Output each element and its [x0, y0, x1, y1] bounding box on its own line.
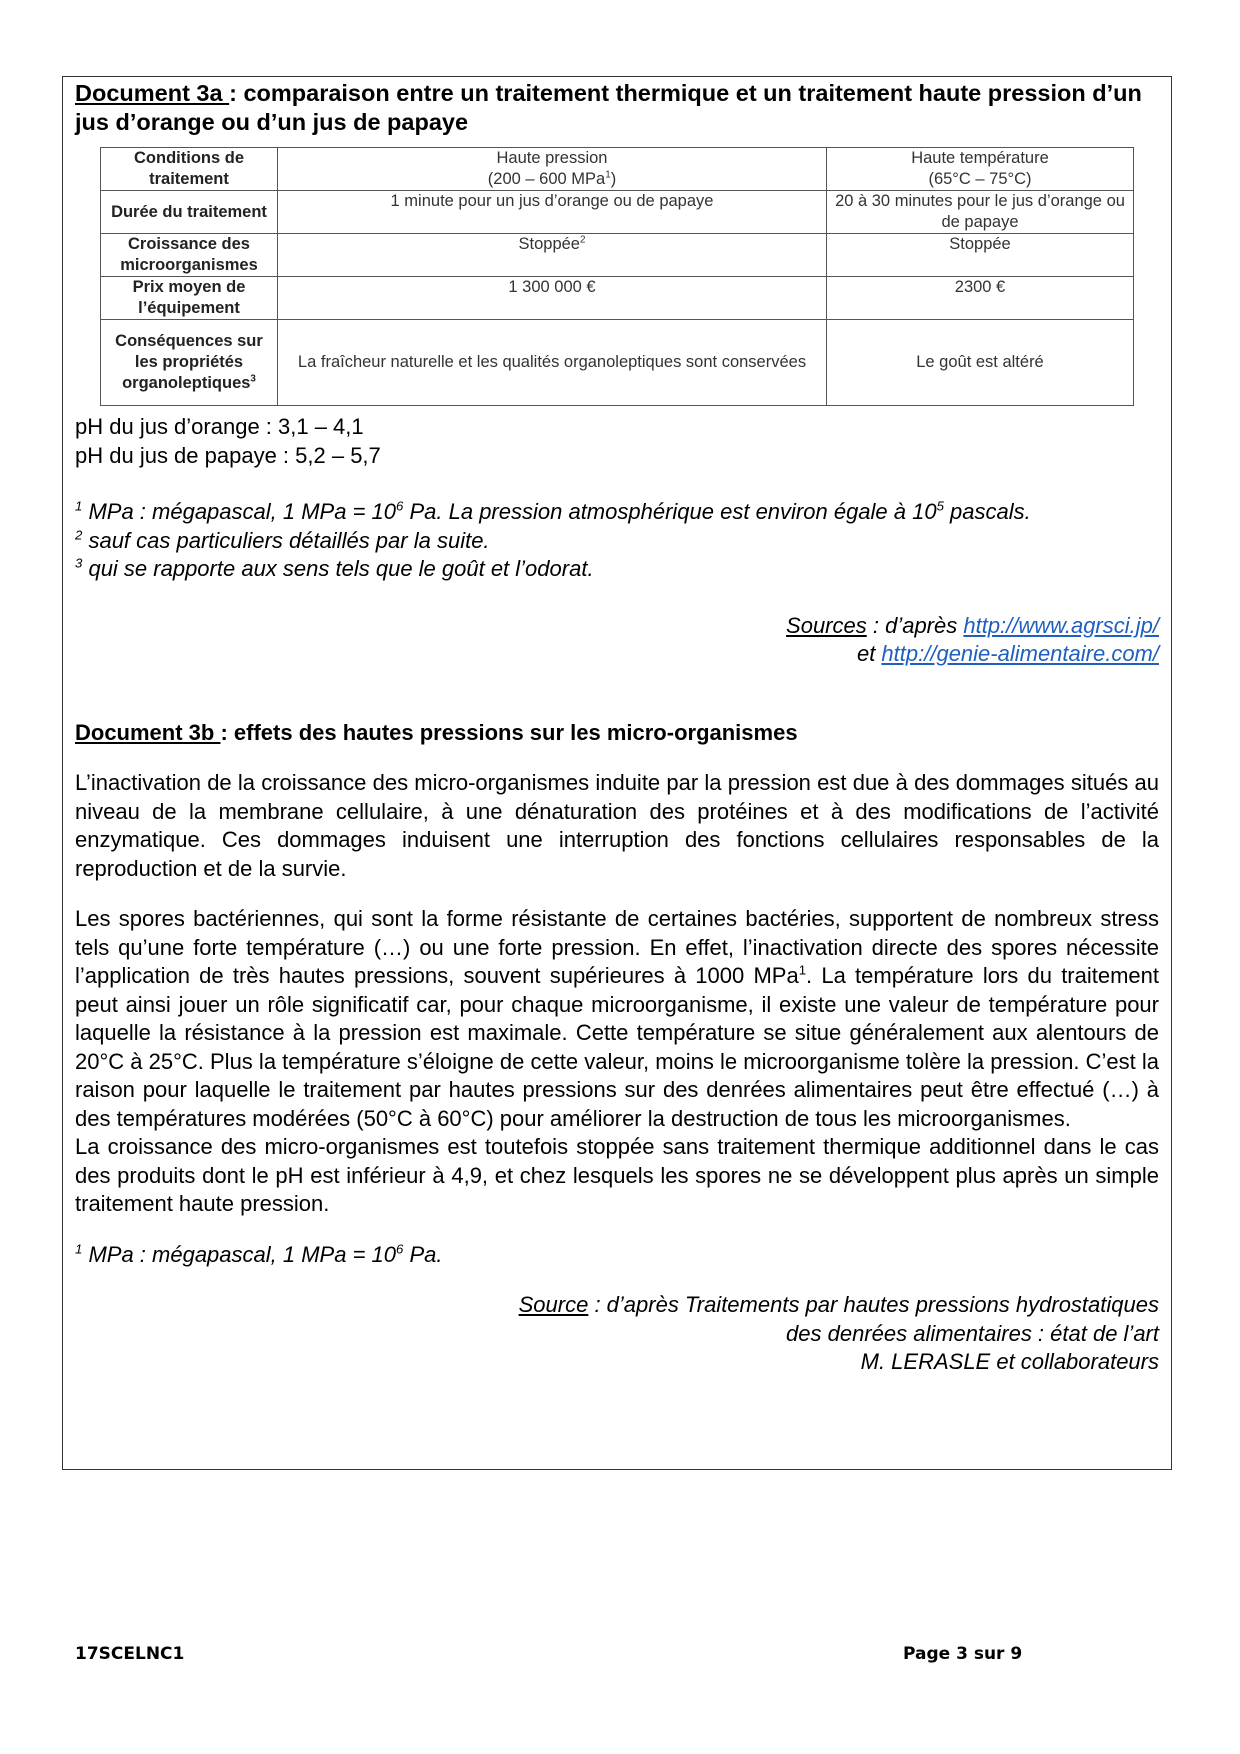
doc3a-label: Document 3a — [75, 80, 230, 106]
cell-text: ) — [610, 170, 617, 188]
table-row — [101, 148, 1134, 191]
cell-text: Conséquences sur les propriétés organoleptiques — [115, 332, 263, 392]
table-cell: 20 à 30 minutes pour le jus d’orange ou de papaye — [827, 191, 1134, 234]
source-label: Source — [518, 1292, 589, 1317]
row-header: Croissance des microorganismes — [101, 234, 278, 277]
footnote-2 — [75, 527, 1159, 556]
footnote-ref: 3 — [250, 373, 256, 385]
row-header: Conditions de traitement — [101, 148, 278, 191]
sources-label: Sources — [786, 612, 867, 638]
sources-text: : d’après — [866, 612, 964, 638]
footer-page-number: Page 3 sur 9 — [903, 1644, 1023, 1664]
cell-line: Haute pression — [496, 149, 608, 167]
footnote-number: 1 — [75, 498, 83, 514]
doc3b-paragraph-1: L’inactivation de la croissance des micro-organismes induite par la pression est due à des dommages situés au niveau de la membrane cellulaire, à une dénaturation des protéines et à des modifications de l’activité enzymatique. Ces dommages induisent une interruption des fonctions cellulaires responsables de la reproduction et de la survie. — [75, 770, 1159, 881]
doc3b-source — [75, 1291, 1159, 1320]
source-text: : d’après Traitements par hautes pressions hydrostatiques — [588, 1292, 1159, 1317]
document-frame — [62, 76, 1172, 1470]
table-cell: La fraîcheur naturelle et les qualités organoleptiques sont conservées — [278, 320, 827, 406]
table-cell: Stoppée — [827, 234, 1134, 277]
exponent: 6 — [396, 498, 404, 514]
footnote-text: Pa. La pression atmosphérique est environ égale à 10 — [403, 499, 937, 524]
ph-papaye: pH du jus de papaye : 5,2 – 5,7 — [75, 442, 381, 468]
doc3b-title: : effets des hautes pressions sur les micro-organismes — [220, 719, 798, 745]
footer-code: 17SCELNC1 — [75, 1644, 185, 1664]
doc3b-paragraph-3: La croissance des micro-organismes est toutefois stoppée sans traitement thermique additionnel dans le cas des produits dont le pH est inférieur à 4,9, et chez lesquels les spores ne se développent plus après un simple traitement haute pression. — [75, 1134, 1159, 1216]
exponent: 6 — [396, 1241, 404, 1257]
sources-text: et — [856, 641, 882, 666]
source-link-genie-alimentaire[interactable]: http://genie-alimentaire.com/ — [881, 641, 1159, 666]
footnote-text: MPa : mégapascal, 1 MPa = 10 — [82, 1241, 397, 1267]
table-cell — [827, 148, 1134, 191]
footnote-text: MPa : mégapascal, 1 MPa = 10 — [82, 499, 397, 524]
exponent: 5 — [936, 498, 944, 514]
cell-line: (200 – 600 MPa — [487, 170, 606, 188]
footnote-text: qui se rapporte aux sens tels que le goût et l’odorat. — [82, 556, 594, 581]
doc3b-heading — [75, 719, 1159, 748]
cell-line: (65°C – 75°C) — [928, 170, 1032, 188]
table-cell: 2300 € — [827, 277, 1134, 320]
footnote-text: sauf cas particuliers détaillés par la suite. — [82, 527, 490, 553]
row-header: Durée du traitement — [101, 191, 278, 234]
row-header — [101, 320, 278, 406]
comparison-table — [100, 147, 1134, 406]
doc3b-label: Document 3b — [75, 719, 221, 745]
table-row — [101, 234, 1134, 277]
table-row — [101, 191, 1134, 234]
doc3a-heading — [75, 79, 1159, 137]
footnote-3 — [75, 555, 1159, 584]
table-row — [101, 277, 1134, 320]
footnote-ref: 1 — [798, 962, 807, 978]
table-cell: 1 minute pour un jus d’orange ou de papaye — [278, 191, 827, 234]
table-cell — [278, 148, 827, 191]
doc3b-source-line2: des denrées alimentaires : état de l’art — [786, 1320, 1159, 1346]
doc3a-sources-line2 — [75, 640, 1159, 669]
source-link-agrsci[interactable]: http://www.agrsci.jp/ — [963, 612, 1159, 638]
row-header: Prix moyen de l’équipement — [101, 277, 278, 320]
footnote-ref: 1 — [605, 169, 611, 181]
footnote-number: 3 — [75, 555, 83, 571]
doc3a-title: : comparaison entre un traitement thermique et un traitement haute pression d’un jus d’orange ou d’un jus de papaye — [75, 80, 1142, 135]
footnote-text: Pa. — [403, 1241, 443, 1267]
doc3b-footnote — [75, 1241, 1159, 1270]
doc3b-source-line3: M. LERASLE et collaborateurs — [860, 1349, 1159, 1374]
table-row — [101, 320, 1134, 406]
document-content — [75, 77, 1159, 1377]
footnote-number: 2 — [75, 527, 83, 543]
paragraph-text: Les spores bactériennes, qui sont la forme résistante de certaines bactéries, supportent de nombreux stress tels qu’une forte température (…) ou une forte pression. En effet, l’inactivation directe des spores nécessite l’application de très hautes pressions, souvent supérieures à 1000 MPa — [75, 906, 1159, 988]
paragraph-text: . La température lors du traitement peut ainsi jouer un rôle significatif car, pour chaque microorganisme, il existe une valeur de température pour laquelle la résistance à la pression est maximale. Cette température se situe généralement aux alentours de 20°C à 25°C. Plus la température s’éloigne de cette valeur, moins le microorganisme tolère la pression. C’est la raison pour laquelle le traitement par hautes pressions sur des denrées alimentaires peut être effectué (…) à des températures modérées (50°C à 60°C) pour améliorer la destruction de tous les microorganismes. — [75, 963, 1160, 1131]
footnote-text: pascals. — [943, 499, 1031, 524]
table-cell: 1 300 000 € — [278, 277, 827, 320]
cell-line: Haute température — [911, 149, 1049, 167]
footnote-1 — [75, 498, 1159, 527]
cell-text: Stoppée — [518, 235, 580, 253]
footnote-ref: 2 — [579, 234, 586, 246]
table-cell — [278, 234, 827, 277]
table-cell: Le goût est altéré — [827, 320, 1134, 406]
footnote-number: 1 — [75, 1241, 83, 1257]
ph-orange: pH du jus d’orange : 3,1 – 4,1 — [75, 414, 364, 439]
doc3b-paragraph-2 — [75, 905, 1159, 1133]
doc3a-sources — [75, 612, 1159, 641]
